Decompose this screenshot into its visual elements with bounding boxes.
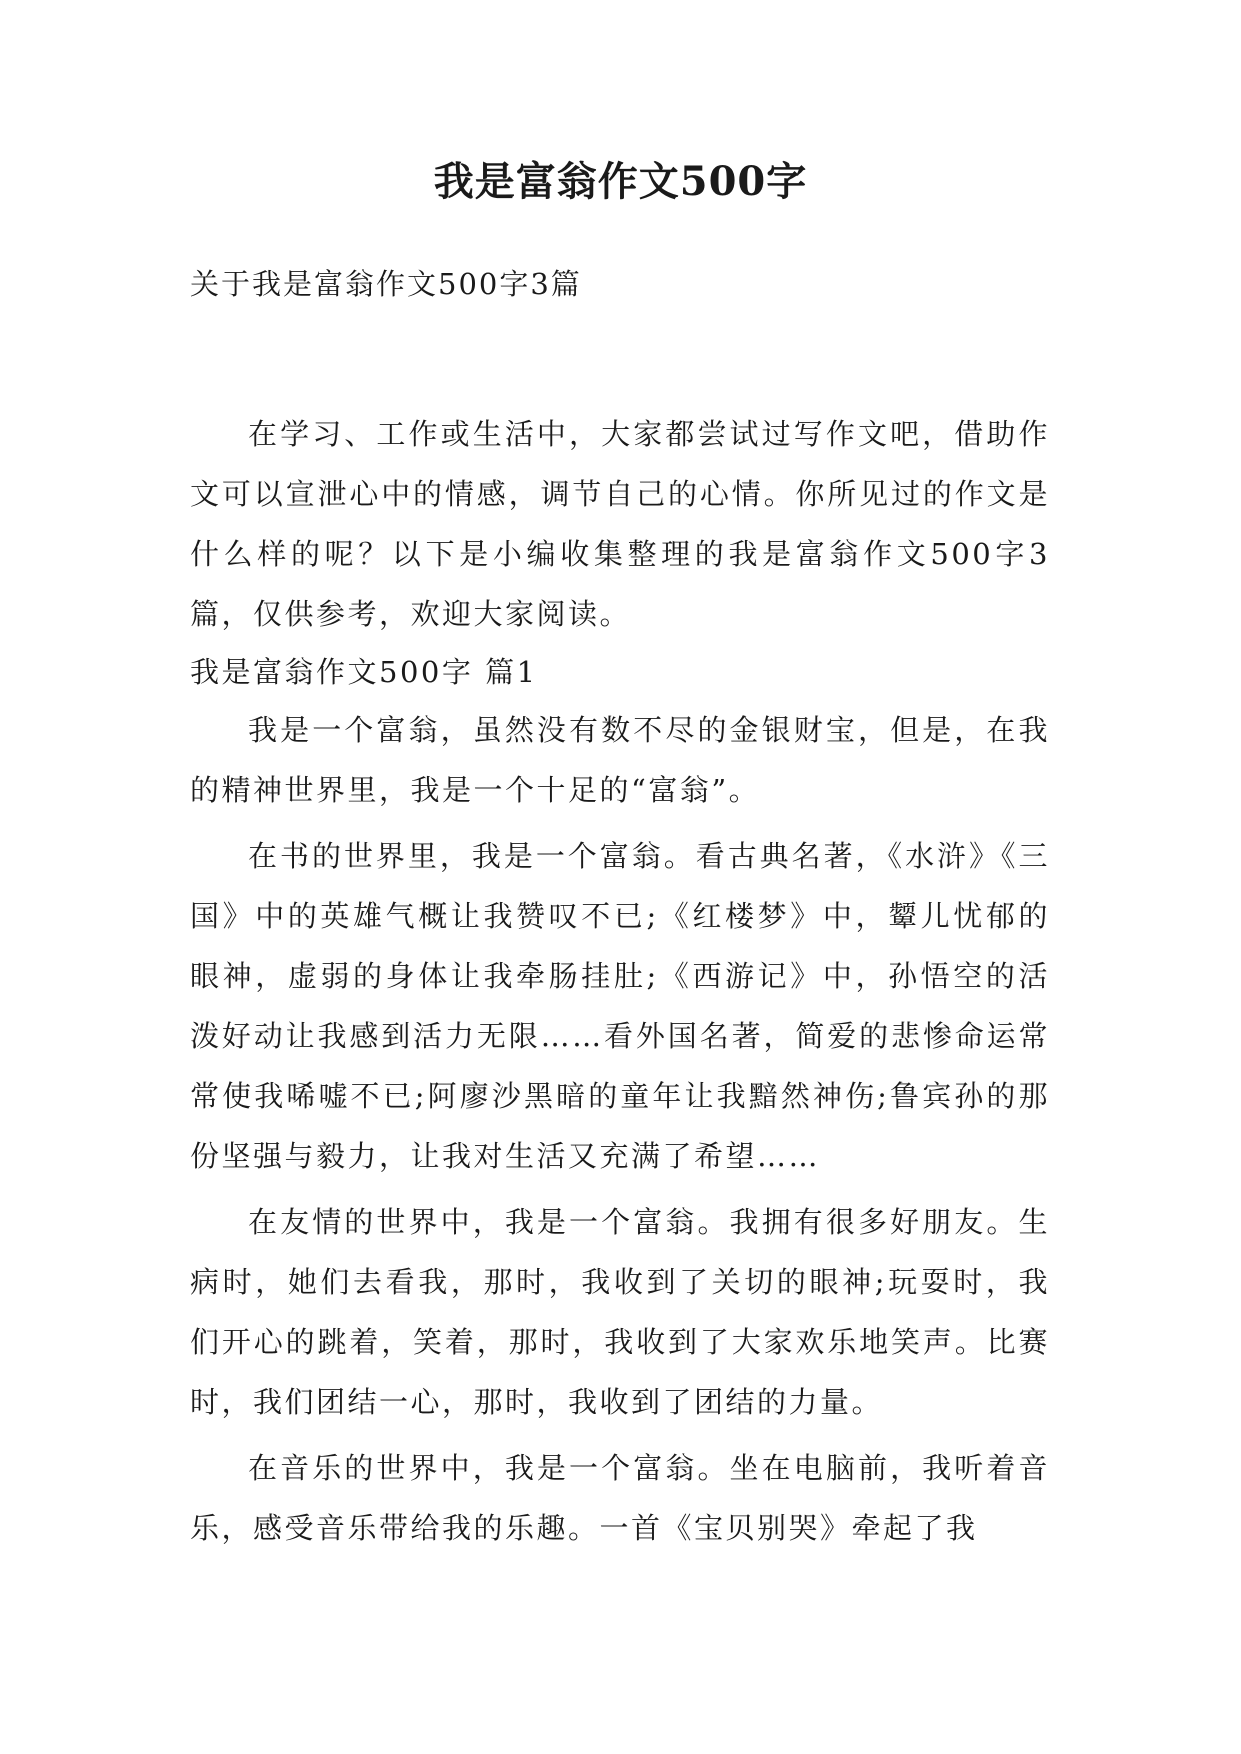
body-paragraph: 在书的世界里，我是一个富翁。看古典名著，《水浒》《三国》中的英雄气概让我赞叹不已;《红楼梦》中，颦儿忧郁的眼神，虚弱的身体让我牵肠挂肚;《西游记》中，孙悟空的活泼好动让我感到活力无限……看外国名著，简爱的悲惨命运常常使我唏嘘不已;阿廖沙黑暗的童年让我黯然神伤;鲁宾孙的那份坚强与毅力，让我对生活又充满了希望…… xyxy=(190,839,1050,1173)
body-paragraph: 在友情的世界中，我是一个富翁。我拥有很多好朋友。生病时，她们去看我，那时，我收到了关切的眼神;玩耍时，我们开心的跳着，笑着，那时，我收到了大家欢乐地笑声。比赛时，我们团结一心，那时，我收到了团结的力量。 xyxy=(190,1205,1050,1419)
body-paragraph: 我是一个富翁，虽然没有数不尽的金银财宝，但是，在我的精神世界里，我是一个十足的“富翁”。 xyxy=(190,713,1050,807)
document-subtitle: 关于我是富翁作文500字3篇 xyxy=(190,267,582,301)
section-heading: 我是富翁作文500字 篇1 xyxy=(190,655,538,689)
document-title: 我是富翁作文500字 xyxy=(433,158,808,205)
intro-paragraph: 在学习、工作或生活中，大家都尝试过写作文吧，借助作文可以宣泄心中的情感，调节自己的心情。你所见过的作文是什么样的呢？以下是小编收集整理的我是富翁作文500字3篇，仅供参考，欢迎大家阅读。 xyxy=(190,417,1050,631)
document-body xyxy=(190,404,1050,1558)
body-paragraph: 在音乐的世界中，我是一个富翁。坐在电脑前，我听着音乐，感受音乐带给我的乐趣。一首《宝贝别哭》牵起了我 xyxy=(190,1451,1050,1545)
